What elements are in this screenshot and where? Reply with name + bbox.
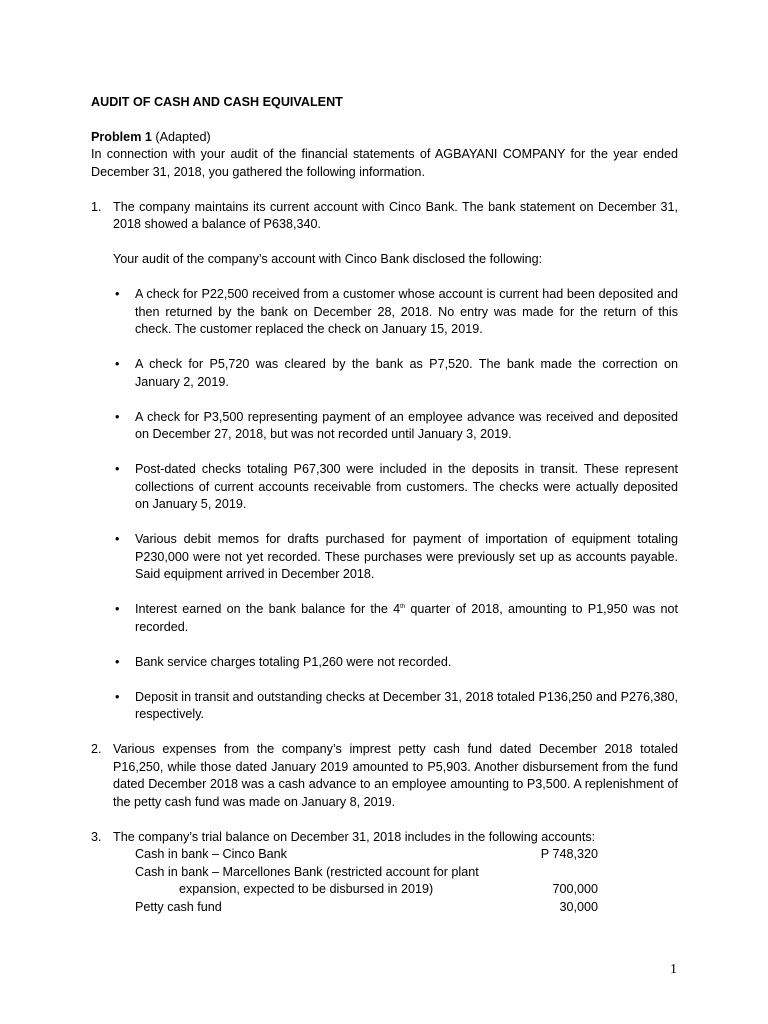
list-item — [113, 286, 678, 339]
bullet-list — [91, 286, 678, 724]
problem-heading-note: (Adapted) — [151, 129, 211, 144]
item-text: Various expenses from the company’s imprest petty cash fund dated December 2018 totaled P16,250, while those dated January 2019 amounted to P5,903. Another disbursement from the fund dated December 2018 was a cash advance to an employee amounting to P3,500. A replenishment of the petty cash fund was made on January 8, 2019. — [113, 742, 678, 809]
account-amount: 30,000 — [559, 899, 598, 914]
item-number: 2. — [91, 742, 102, 756]
table-row — [135, 899, 598, 917]
table-row — [135, 864, 598, 882]
bullet-icon: • — [115, 532, 120, 546]
account-label: Cash in bank – Marcellones Bank (restricted account for plant — [135, 864, 479, 879]
account-label: Cash in bank – Cinco Bank — [135, 847, 287, 861]
bullet-icon: • — [115, 602, 120, 616]
bullet-icon: • — [115, 409, 120, 424]
table-row — [135, 881, 598, 899]
list-item — [113, 654, 678, 672]
bullet-text: A check for P5,720 was cleared by the bank as P7,520. The bank made the correction on January 2, 2019. — [135, 357, 678, 389]
bullet-text: A check for P3,500 representing payment of an employee advance was received and deposited on December 27, 2018, but was not recorded until January 3, 2019. — [135, 409, 678, 441]
bullet-icon: • — [115, 654, 120, 669]
bullet-icon: • — [115, 689, 120, 704]
accounts-table — [135, 846, 598, 916]
document-title: AUDIT OF CASH AND CASH EQUIVALENT — [91, 95, 343, 109]
bullet-icon: • — [115, 462, 120, 476]
bullet-icon: • — [115, 287, 120, 301]
item-text: The company’s trial balance on December 31, 2018 includes in the following accounts: — [113, 829, 596, 844]
account-amount: 700,000 — [552, 882, 598, 896]
page-number: 1 — [670, 962, 677, 977]
account-amount: P 748,320 — [540, 847, 598, 861]
list-item — [113, 409, 678, 444]
item-number: 1. — [91, 199, 102, 214]
list-item — [113, 689, 678, 724]
problem-heading — [91, 129, 678, 147]
list-item — [113, 601, 678, 636]
account-label: Petty cash fund — [135, 899, 222, 914]
list-item — [113, 531, 678, 584]
bullet-icon: • — [115, 357, 120, 371]
bullet-text: Deposit in transit and outstanding checks at December 31, 2018 totaled P136,250 and P276,380, respectively. — [135, 689, 678, 721]
item-number: 3. — [91, 829, 102, 844]
item-text: The company maintains its current account with Cinco Bank. The bank statement on December 31, 2018 showed a balance of P638,340. — [113, 199, 678, 231]
numbered-item-2 — [91, 741, 678, 811]
document-body — [91, 94, 678, 916]
problem-heading-label: Problem 1 — [91, 129, 152, 144]
numbered-item-1 — [91, 199, 678, 269]
bullet-text: A check for P22,500 received from a customer whose account is current had been deposited and then returned by the bank on December 28, 2018. No entry was made for the return of this check. The customer replaced the check on January 15, 2019. — [135, 287, 678, 336]
interest-text-after: quarter of 2018, amounting to P1,950 was not recorded. — [135, 602, 679, 634]
list-item — [113, 356, 678, 391]
table-row — [135, 846, 598, 864]
numbered-item-3 — [91, 829, 678, 847]
item-subtext: Your audit of the company’s account with Cinco Bank disclosed the following: — [113, 252, 543, 266]
ordinal-suffix: th — [400, 604, 406, 610]
list-item — [113, 461, 678, 514]
bullet-text: Bank service charges totaling P1,260 were not recorded. — [135, 654, 452, 669]
interest-text-before: Interest earned on the bank balance for the 4 — [135, 602, 401, 616]
account-label: expansion, expected to be disbursed in 2019) — [179, 882, 434, 896]
bullet-text: Post-dated checks totaling P67,300 were included in the deposits in transit. These represent collections of current accounts receivable from customers. The checks were actually deposited on January 5, 2019. — [135, 462, 678, 511]
problem-intro: In connection with your audit of the financial statements of AGBAYANI COMPANY for the year ended December 31, 2018, you gathered the following information. — [91, 147, 678, 179]
bullet-text: Various debit memos for drafts purchased for payment of importation of equipment totaling P230,000 were not yet recorded. These purchases were previously set up as accounts payable. Said equipment arrived in December 2018. — [135, 532, 678, 581]
